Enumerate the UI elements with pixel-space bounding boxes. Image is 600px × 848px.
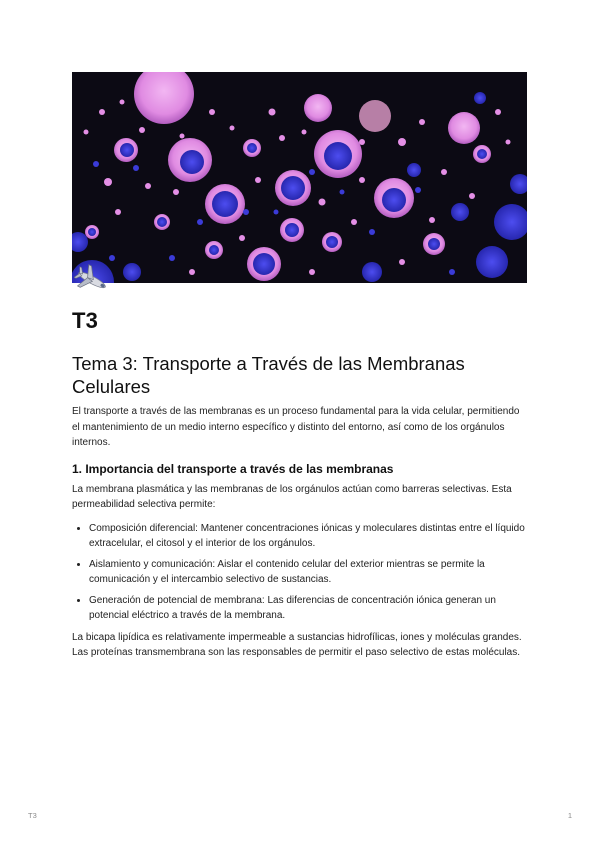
bullet-list [72, 521, 527, 624]
bullet-item: • Composición diferencial: Mantener concentraciones iónicas y moleculares distintas entre el líquido extracelular, el citosol y el interior de los orgánulos. [89, 521, 527, 552]
intro-paragraph: El transporte a través de las membranas es un proceso fundamental para la vida celular, permitiendo el mantenimiento de un medio interno específico y distinto del entorno, así como de los orgánulos internos. [72, 406, 520, 448]
subsection-title: 1. Importancia del transporte a través de las membranas [72, 461, 394, 476]
footer-page-number: 1 [567, 811, 572, 820]
bullet-item: • Generación de potencial de membrana: Las diferencias de concentración iónica generan un potencial eléctrico a través de la membrana. [89, 593, 527, 624]
closing-paragraph: La bicapa lipídica es relativamente impermeable a sustancias hidrofílicas, iones y moléculas grandes. Las proteínas transmembrana son las responsables de permitir el paso selectivo de estas moléculas. [72, 631, 522, 658]
cells-illustration [72, 72, 527, 283]
bullet-item: • Aislamiento y comunicación: Aislar el contenido celular del exterior mientras se permite la comunicación y el intercambio selectivo de sustancias. [89, 557, 527, 588]
section-title: Tema 3: Transporte a Través de las Membranas Celulares [72, 353, 465, 397]
cover-image [72, 72, 527, 283]
document-title: T3 [72, 308, 99, 333]
airplane-icon [74, 262, 110, 298]
footer-doc-name: T3 [28, 811, 37, 820]
document-body [72, 352, 527, 669]
lead-paragraph: La membrana plasmática y las membranas de los orgánulos actúan como barreras selectivas. Esta permeabilidad selectiva permite: [72, 483, 512, 510]
